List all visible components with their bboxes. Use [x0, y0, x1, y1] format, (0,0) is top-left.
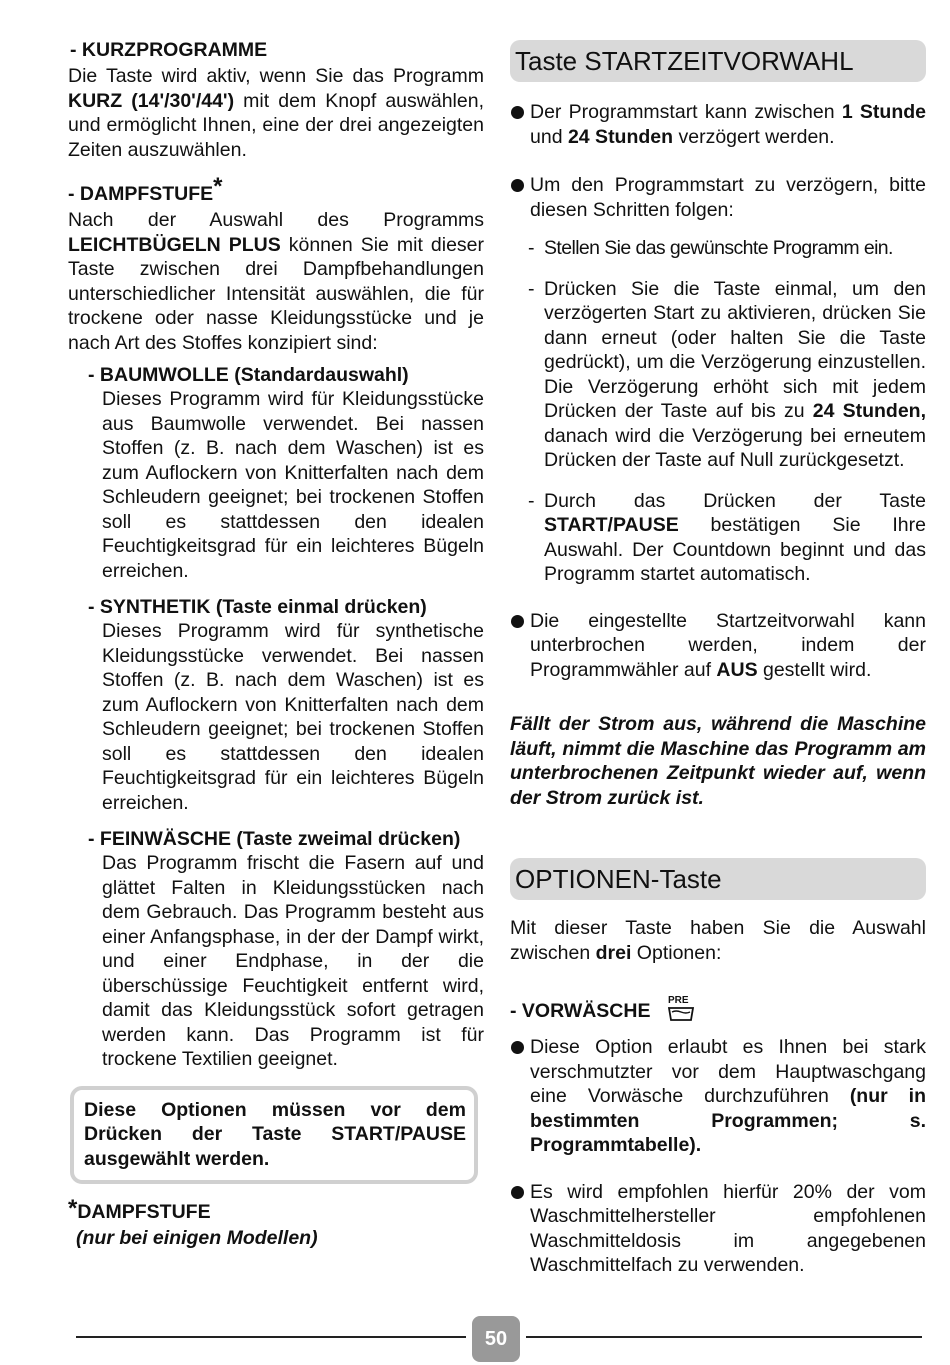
bullet-item: Der Programmstart kann zwischen 1 Stunde und 24 Stunden verzögert werden.: [510, 100, 926, 149]
svg-text:PRE: PRE: [667, 995, 689, 1006]
program-text: Das Programm frischt die Fasern auf und glättet Falten in Kleidungsstücken nach dem Gebrauch. Das Programm besteht aus einer Anfangsphase, in der der Dampf wirkt, und einer Endphase, in der die überschüssige Feuchtigkeit entfernt wird, damit das Kleidungsstück sofort getragen werden kann. Das Programm ist für trockene Textilien geeignet.: [102, 852, 484, 1070]
step-item: - Durch das Drücken der Taste START/PAUSE bestätigen Sie Ihre Auswahl. Der Countdown beginnt und das Programm startet automatisch.: [528, 489, 926, 585]
footer-rule-right: [526, 1336, 922, 1338]
dampfstufe-text: Nach der Auswahl des Programms LEICHTBÜGELN PLUS können Sie mit dieser Taste zwischen drei Dampfbehandlungen unterschiedlicher Intensität auswählen, die für trockene oder nasse Kleidungsstücke und je nach Art des Stoffes konzipiert sind:: [68, 209, 484, 354]
bullet-dot: [511, 1186, 524, 1199]
bullet-item: Es wird empfohlen hierfür 20% der vom Waschmittelhersteller empfohlenen Waschmitteldosis im angegebenen Waschmittelfach zu verwenden.: [510, 1180, 926, 1278]
footnote-sub: (nur bei einigen Modellen): [76, 1227, 318, 1249]
bullet-dot: [511, 179, 524, 192]
bullet-item: Diese Option erlaubt es Ihnen bei stark verschmutzter vor dem Hauptwaschgang eine Vorwäsche durchzuführen (nur in bestimmten Programmen; s. Programmtabelle).: [510, 1035, 926, 1158]
page-number: 50: [472, 1316, 520, 1362]
dampfstufe-title: - DAMPFSTUFE*: [68, 173, 223, 205]
program-head: - SYNTHETIK (Taste einmal drücken): [88, 596, 427, 618]
program-synthetik: [88, 595, 484, 815]
note-box: Diese Optionen müssen vor dem Drücken der Taste START/PAUSE ausgewählt werden.: [70, 1086, 478, 1185]
bullet-dot: [511, 106, 524, 119]
left-column: [68, 38, 484, 1250]
step-item: - Drücken Sie die Taste einmal, um den verzögerten Start zu aktivieren, drücken Sie dann erneut (oder halten Sie die Taste gedrückt), um die Verzögerung einzustellen. Die Verzögerung erhöht sich mit jedem Drücken der Taste auf bis zu 24 Stunden, danach wird die Verzögerung bei erneutem Drücken der Taste auf Null zurückgesetzt.: [528, 277, 926, 471]
program-baumwolle: [88, 363, 484, 583]
program-text: Dieses Programm wird für synthetische Kleidungsstücke verwendet. Bei nassen Stoffen (z. B. nach dem Waschen) ist es zum Auflockern von Knitterfalten nach dem Schleudern geeignet; bei trockenen Stoffen soll es stattdessen den idealen Feuchtigkeitsgrad für ein leichteres Bügeln erreichen.: [102, 620, 484, 814]
program-feinwaesche: [88, 827, 484, 1072]
program-head: - BAUMWOLLE (Standardauswahl): [88, 364, 409, 386]
bullet-item: Um den Programmstart zu verzögern, bitte diesen Schritten folgen:: [510, 173, 926, 222]
kurzprogramme-text: Die Taste wird aktiv, wenn Sie das Programm KURZ (14'/30'/44') mit dem Knopf auswählen, und ermöglicht Ihnen, eine der drei angezeigten Zeiten auszuwählen.: [68, 65, 484, 161]
section-heading-startzeitvorwahl: Taste STARTZEITVORWAHL: [510, 40, 926, 82]
bullet-dot: [511, 615, 524, 628]
vorwaesche-title: - VORWÄSCHE PRE: [510, 993, 926, 1023]
prewash-icon: [664, 993, 698, 1023]
program-head: - FEINWÄSCHE (Taste zweimal drücken): [88, 828, 461, 850]
section-heading-optionen: OPTIONEN-Taste: [510, 858, 926, 900]
program-text: Dieses Programm wird für Kleidungsstücke aus Baumwolle verwendet. Bei nassen Stoffen (z. B. nach dem Waschen) ist es zum Auflockern von Knitterfalten nach dem Schleudern geeignet; bei trockenen Stoffen soll es stattdessen den idealen Feuchtigkeitsgrad für ein leichteres Bügeln erreichen.: [102, 388, 484, 582]
step-item: - Stellen Sie das gewünschte Programm ein.: [528, 237, 893, 259]
footnote-title: *DAMPFSTUFE: [68, 1195, 211, 1223]
kurzprogramme-title: - KURZPROGRAMME: [70, 39, 268, 61]
optionen-intro: Mit dieser Taste haben Sie die Auswahl zwischen drei Optionen:: [510, 917, 926, 964]
footer-rule-left: [76, 1336, 466, 1338]
right-column: [510, 40, 926, 1278]
bullet-item: Die eingestellte Startzeitvorwahl kann unterbrochen werden, indem der Programmwähler auf AUS gestellt wird.: [510, 609, 926, 683]
bullet-dot: [511, 1041, 524, 1054]
power-failure-note: Fällt der Strom aus, während die Maschine läuft, nimmt die Maschine das Programm am unterbrochenen Zeitpunkt wieder auf, wenn der Strom zurück ist.: [510, 713, 926, 809]
